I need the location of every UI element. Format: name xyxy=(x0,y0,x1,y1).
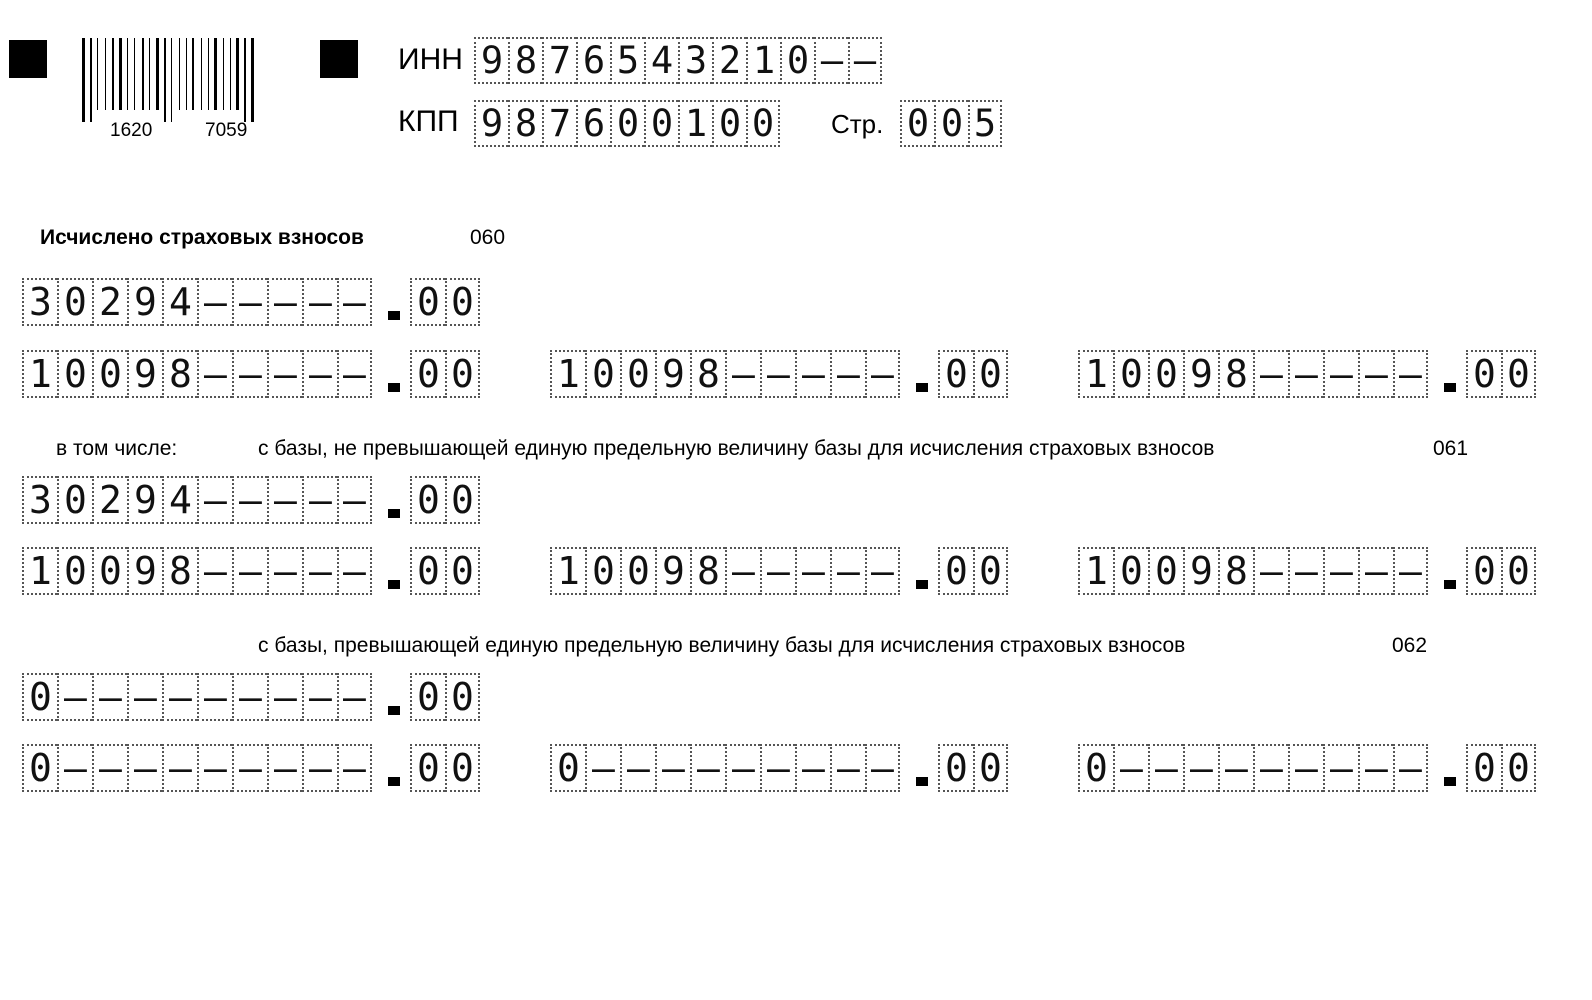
digit-cell: 9 xyxy=(127,278,162,326)
digit-cell: 0 xyxy=(1501,744,1536,792)
decimal-point xyxy=(388,777,400,786)
amount-decimal-part xyxy=(410,673,480,721)
digit-cell: – xyxy=(830,744,865,792)
digit-cell: – xyxy=(302,476,337,524)
digit-cell: 0 xyxy=(1113,350,1148,398)
amount-decimal-part xyxy=(410,278,480,326)
digit-cell: 0 xyxy=(644,100,678,147)
digit-cell: – xyxy=(1358,350,1393,398)
digit-cell: – xyxy=(57,673,92,721)
digit-cell: – xyxy=(197,476,232,524)
inn-field xyxy=(474,37,882,84)
page-label: Стр. xyxy=(831,109,884,139)
digit-cell: – xyxy=(232,744,267,792)
decimal-point xyxy=(388,580,400,589)
digit-cell: – xyxy=(1253,547,1288,595)
amount-integer-part xyxy=(22,744,372,792)
digit-cell: 0 xyxy=(1466,350,1501,398)
digit-cell: – xyxy=(302,278,337,326)
digit-cell: – xyxy=(1253,744,1288,792)
digit-cell: – xyxy=(1393,547,1428,595)
digit-cell: 0 xyxy=(92,547,127,595)
amount-decimal-part xyxy=(1466,350,1536,398)
barcode-bar xyxy=(208,38,209,110)
digit-cell: 1 xyxy=(1078,350,1113,398)
section-061-prefix: в том числе: xyxy=(56,437,178,460)
digit-cell: – xyxy=(337,278,372,326)
digit-cell: 0 xyxy=(1078,744,1113,792)
digit-cell: – xyxy=(197,744,232,792)
digit-cell: 6 xyxy=(576,37,610,84)
digit-cell: – xyxy=(57,744,92,792)
digit-cell: 2 xyxy=(92,476,127,524)
digit-cell: – xyxy=(585,744,620,792)
digit-cell: 7 xyxy=(542,100,576,147)
barcode-bar xyxy=(164,38,166,122)
digit-cell: – xyxy=(1288,744,1323,792)
decimal-point xyxy=(388,311,400,320)
amount-integer-part xyxy=(550,744,900,792)
digit-cell: – xyxy=(337,476,372,524)
barcode-bar xyxy=(149,38,150,110)
digit-cell: 9 xyxy=(127,547,162,595)
amount-integer-part xyxy=(1078,744,1428,792)
digit-cell: 0 xyxy=(445,278,480,326)
digit-cell: – xyxy=(725,350,760,398)
digit-cell: 0 xyxy=(610,100,644,147)
digit-cell: – xyxy=(1358,744,1393,792)
decimal-point xyxy=(388,706,400,715)
amount-integer-part xyxy=(1078,350,1428,398)
amount-integer-part xyxy=(22,547,372,595)
barcode-bar xyxy=(142,38,144,110)
barcode-bar xyxy=(230,38,231,110)
inn-label: ИНН xyxy=(398,43,463,76)
digit-cell: – xyxy=(1288,350,1323,398)
digit-cell: 8 xyxy=(1218,350,1253,398)
digit-cell: – xyxy=(302,673,337,721)
digit-cell: 0 xyxy=(410,744,445,792)
barcode-bar xyxy=(119,38,122,110)
kpp-label: КПП xyxy=(398,105,459,138)
digit-cell: 0 xyxy=(1113,547,1148,595)
digit-cell: 9 xyxy=(1183,350,1218,398)
digit-cell: 4 xyxy=(162,278,197,326)
digit-cell: 0 xyxy=(938,744,973,792)
barcode-bar xyxy=(192,38,194,110)
amount-integer-part xyxy=(550,547,900,595)
digit-cell: – xyxy=(795,744,830,792)
digit-cell: – xyxy=(760,744,795,792)
digit-cell: – xyxy=(655,744,690,792)
digit-cell: – xyxy=(725,744,760,792)
digit-cell: 0 xyxy=(410,547,445,595)
digit-cell: 0 xyxy=(1501,350,1536,398)
digit-cell: – xyxy=(1183,744,1218,792)
digit-cell: 9 xyxy=(1183,547,1218,595)
barcode-bar xyxy=(105,38,106,110)
digit-cell: 1 xyxy=(1078,547,1113,595)
decimal-point xyxy=(916,777,928,786)
digit-cell: 0 xyxy=(780,37,814,84)
digit-cell: – xyxy=(232,278,267,326)
digit-cell: – xyxy=(865,547,900,595)
digit-cell: – xyxy=(337,673,372,721)
amount-integer-part xyxy=(22,278,372,326)
barcode-bar xyxy=(156,38,159,110)
digit-cell: 7 xyxy=(542,37,576,84)
digit-cell: – xyxy=(197,350,232,398)
digit-cell: 0 xyxy=(445,476,480,524)
digit-cell: – xyxy=(1148,744,1183,792)
barcode xyxy=(80,38,292,122)
amount-decimal-part xyxy=(1466,547,1536,595)
digit-cell: – xyxy=(302,350,337,398)
amount-integer-part xyxy=(22,476,372,524)
digit-cell: 0 xyxy=(938,350,973,398)
barcode-bar xyxy=(179,38,180,110)
barcode-bar xyxy=(82,38,85,122)
digit-cell: – xyxy=(267,476,302,524)
digit-cell: 9 xyxy=(655,350,690,398)
digit-cell: 3 xyxy=(22,278,57,326)
kpp-field xyxy=(474,100,780,147)
barcode-bar xyxy=(90,38,92,122)
barcode-bar xyxy=(236,38,239,110)
section-061-code: 061 xyxy=(1433,437,1469,460)
digit-cell: 0 xyxy=(938,547,973,595)
digit-cell: 0 xyxy=(445,744,480,792)
digit-cell: 8 xyxy=(690,350,725,398)
digit-cell: – xyxy=(162,744,197,792)
digit-cell: – xyxy=(1218,744,1253,792)
section-061-description: с базы, не превышающей единую предельную величину базы для исчисления страховых взносов xyxy=(258,437,1215,460)
digit-cell: 9 xyxy=(655,547,690,595)
digit-cell: 0 xyxy=(410,350,445,398)
digit-cell: – xyxy=(267,278,302,326)
digit-cell: 1 xyxy=(550,547,585,595)
amount-decimal-part xyxy=(938,744,1008,792)
barcode-bar xyxy=(112,38,114,110)
digit-cell: – xyxy=(1358,547,1393,595)
digit-cell: 0 xyxy=(22,744,57,792)
digit-cell: 9 xyxy=(474,37,508,84)
digit-cell: – xyxy=(795,547,830,595)
digit-cell: 0 xyxy=(934,100,968,147)
barcode-number-right: 7059 xyxy=(205,120,248,141)
digit-cell: 1 xyxy=(746,37,780,84)
amount-decimal-part xyxy=(410,476,480,524)
amount-decimal-part xyxy=(410,350,480,398)
digit-cell: – xyxy=(814,37,848,84)
digit-cell: 0 xyxy=(22,673,57,721)
amount-decimal-part xyxy=(938,547,1008,595)
digit-cell: – xyxy=(1323,547,1358,595)
digit-cell: – xyxy=(337,547,372,595)
digit-cell: – xyxy=(197,673,232,721)
digit-cell: – xyxy=(725,547,760,595)
left-registration-marker xyxy=(9,40,47,78)
digit-cell: – xyxy=(232,350,267,398)
section-062-code: 062 xyxy=(1392,634,1428,657)
digit-cell: – xyxy=(620,744,655,792)
digit-cell: 1 xyxy=(678,100,712,147)
digit-cell: 5 xyxy=(610,37,644,84)
barcode-bar xyxy=(214,38,217,110)
digit-cell: – xyxy=(267,673,302,721)
decimal-point xyxy=(916,580,928,589)
amount-integer-part xyxy=(1078,547,1428,595)
digit-cell: – xyxy=(337,744,372,792)
digit-cell: – xyxy=(1393,350,1428,398)
digit-cell: – xyxy=(865,744,900,792)
digit-cell: 8 xyxy=(508,37,542,84)
digit-cell: – xyxy=(795,350,830,398)
digit-cell: 0 xyxy=(445,547,480,595)
digit-cell: 0 xyxy=(973,350,1008,398)
decimal-point xyxy=(916,383,928,392)
digit-cell: – xyxy=(1113,744,1148,792)
amount-decimal-part xyxy=(410,547,480,595)
digit-cell: 0 xyxy=(973,547,1008,595)
digit-cell: 9 xyxy=(127,350,162,398)
digit-cell: – xyxy=(92,673,127,721)
digit-cell: – xyxy=(1253,350,1288,398)
barcode-bar xyxy=(134,38,135,110)
digit-cell: 0 xyxy=(57,476,92,524)
digit-cell: 0 xyxy=(57,350,92,398)
digit-cell: 0 xyxy=(1148,547,1183,595)
digit-cell: – xyxy=(267,350,302,398)
section-060-code: 060 xyxy=(470,226,506,249)
barcode-bar xyxy=(251,38,254,122)
digit-cell: 3 xyxy=(22,476,57,524)
decimal-point xyxy=(1444,383,1456,392)
barcode-bar xyxy=(97,38,98,110)
digit-cell: – xyxy=(1288,547,1323,595)
barcode-bar xyxy=(171,38,172,122)
digit-cell: 0 xyxy=(585,547,620,595)
digit-cell: 0 xyxy=(1466,744,1501,792)
digit-cell: 0 xyxy=(1148,350,1183,398)
digit-cell: – xyxy=(267,744,302,792)
section-062-description: с базы, превышающей единую предельную величину базы для исчисления страховых взносов xyxy=(258,634,1186,657)
digit-cell: – xyxy=(127,673,162,721)
barcode-bar xyxy=(223,38,224,110)
digit-cell: 6 xyxy=(576,100,610,147)
digit-cell: – xyxy=(865,350,900,398)
digit-cell: 2 xyxy=(92,278,127,326)
digit-cell: 0 xyxy=(57,278,92,326)
digit-cell: 9 xyxy=(474,100,508,147)
amount-integer-part xyxy=(22,350,372,398)
digit-cell: – xyxy=(337,350,372,398)
amount-integer-part xyxy=(550,350,900,398)
digit-cell: 8 xyxy=(690,547,725,595)
digit-cell: 4 xyxy=(644,37,678,84)
digit-cell: 0 xyxy=(712,100,746,147)
digit-cell: 0 xyxy=(1501,547,1536,595)
digit-cell: – xyxy=(760,350,795,398)
barcode-bar xyxy=(127,38,128,110)
digit-cell: – xyxy=(1393,744,1428,792)
digit-cell: 0 xyxy=(620,350,655,398)
digit-cell: 3 xyxy=(678,37,712,84)
digit-cell: 8 xyxy=(1218,547,1253,595)
digit-cell: – xyxy=(92,744,127,792)
digit-cell: – xyxy=(232,547,267,595)
digit-cell: 9 xyxy=(127,476,162,524)
digit-cell: 8 xyxy=(508,100,542,147)
digit-cell: 0 xyxy=(746,100,780,147)
digit-cell: – xyxy=(232,476,267,524)
decimal-point xyxy=(1444,777,1456,786)
digit-cell: 5 xyxy=(968,100,1002,147)
digit-cell: 1 xyxy=(22,350,57,398)
digit-cell: – xyxy=(267,547,302,595)
barcode-bar xyxy=(244,38,246,122)
digit-cell: 0 xyxy=(585,350,620,398)
digit-cell: – xyxy=(302,547,337,595)
digit-cell: 0 xyxy=(410,278,445,326)
digit-cell: – xyxy=(848,37,882,84)
barcode-number-left: 1620 xyxy=(110,120,153,141)
digit-cell: – xyxy=(1323,744,1358,792)
digit-cell: 0 xyxy=(1466,547,1501,595)
digit-cell: – xyxy=(162,673,197,721)
decimal-point xyxy=(388,509,400,518)
digit-cell: 4 xyxy=(162,476,197,524)
digit-cell: – xyxy=(127,744,162,792)
digit-cell: 8 xyxy=(162,350,197,398)
amount-decimal-part xyxy=(410,744,480,792)
decimal-point xyxy=(388,383,400,392)
digit-cell: 1 xyxy=(550,350,585,398)
digit-cell: – xyxy=(760,547,795,595)
digit-cell: – xyxy=(1323,350,1358,398)
page-number-field xyxy=(900,100,1002,147)
digit-cell: 0 xyxy=(445,673,480,721)
barcode-bar xyxy=(186,38,187,110)
digit-cell: 1 xyxy=(22,547,57,595)
digit-cell: – xyxy=(690,744,725,792)
decimal-point xyxy=(1444,580,1456,589)
digit-cell: 0 xyxy=(900,100,934,147)
section-060-title: Исчислено страховых взносов xyxy=(40,226,364,249)
digit-cell: 0 xyxy=(973,744,1008,792)
digit-cell: 8 xyxy=(162,547,197,595)
right-registration-marker xyxy=(320,40,358,78)
digit-cell: 0 xyxy=(57,547,92,595)
digit-cell: 0 xyxy=(550,744,585,792)
amount-integer-part xyxy=(22,673,372,721)
digit-cell: – xyxy=(197,547,232,595)
digit-cell: 0 xyxy=(445,350,480,398)
digit-cell: 0 xyxy=(410,673,445,721)
barcode-bar xyxy=(201,38,202,110)
digit-cell: 0 xyxy=(92,350,127,398)
digit-cell: – xyxy=(830,350,865,398)
digit-cell: 0 xyxy=(410,476,445,524)
digit-cell: – xyxy=(232,673,267,721)
amount-decimal-part xyxy=(938,350,1008,398)
digit-cell: – xyxy=(830,547,865,595)
digit-cell: 2 xyxy=(712,37,746,84)
digit-cell: – xyxy=(302,744,337,792)
digit-cell: 0 xyxy=(620,547,655,595)
amount-decimal-part xyxy=(1466,744,1536,792)
digit-cell: – xyxy=(197,278,232,326)
